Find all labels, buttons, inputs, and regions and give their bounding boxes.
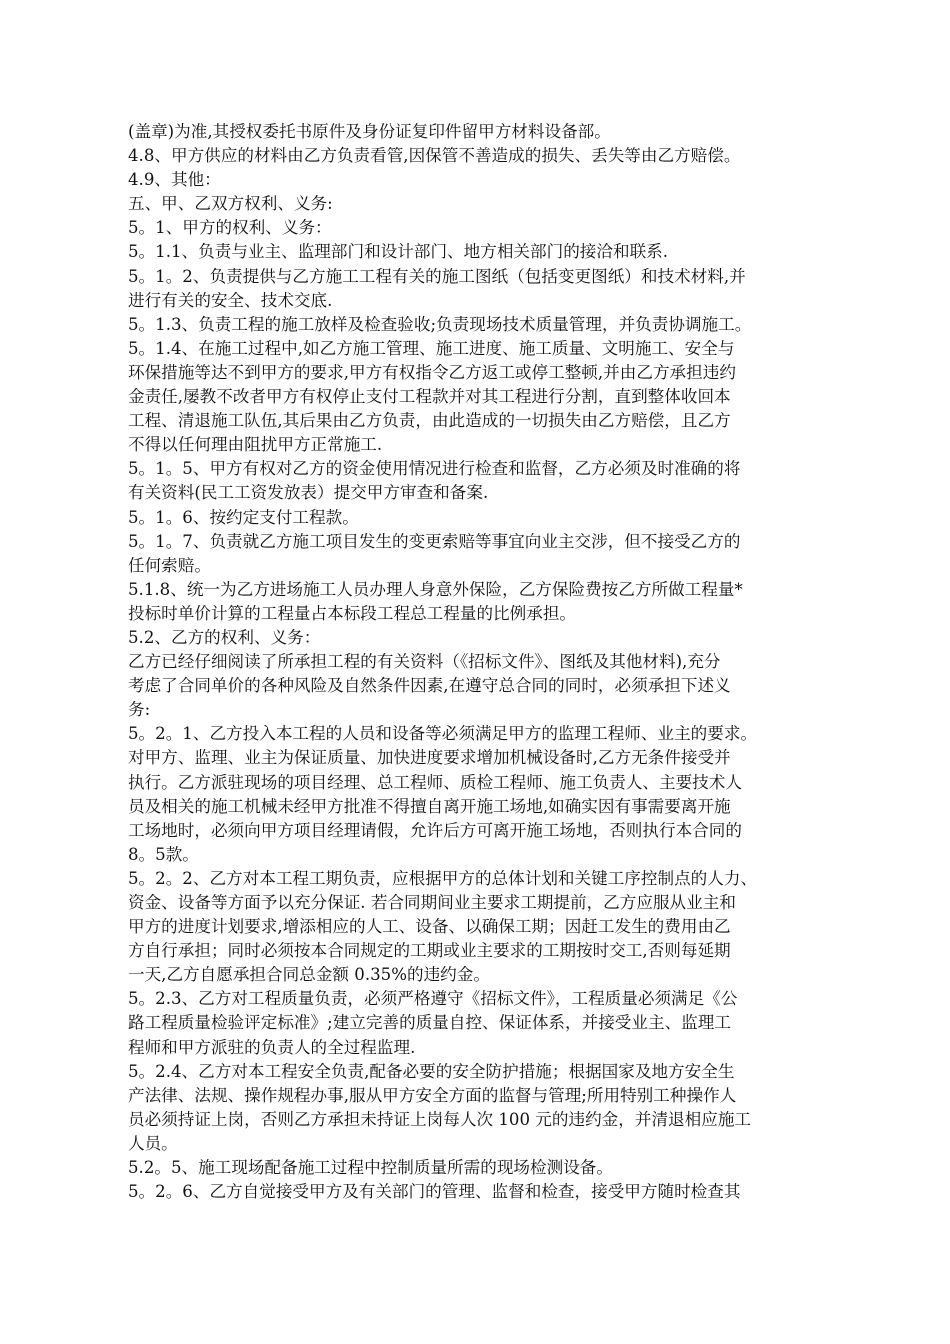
text-line: 5。1。5、甲方有权对乙方的资金使用情况进行检查和监督，乙方必须及时准确的将 (128, 459, 741, 479)
subsection-heading: 5。1、甲方的权利、义务： (128, 218, 332, 238)
text-line: 甲方的进度计划要求,增添相应的人工、设备、以确保工期；因赶工发生的费用由乙 (128, 917, 731, 937)
text-line: 5。2.3、乙方对工程质量负责，必须严格遵守《招标文件》，工程质量必须满足《公 (128, 989, 738, 1009)
text-line: 5。1。2、负责提供与乙方施工工程有关的施工图纸（包括变更图纸）和技术材料,并 (128, 266, 746, 286)
text-line: 工场地时，必须向甲方项目经理请假，允许后方可离开施工场地，否则执行本合同的 (128, 820, 742, 840)
text-line: 5。2。2、乙方对本工程工期负责，应根据甲方的总体计划和关键工序控制点的人力、 (128, 868, 758, 888)
text-line: 4.9、其他： (128, 170, 221, 190)
text-line: 5。1.4、在施工过程中,如乙方施工管理、施工进度、施工质量、文明施工、安全与 (128, 338, 735, 358)
text-line: 考虑了合同单价的各种风险及自然条件因素,在遵守总合同的同时，必须承担下述义 (128, 676, 731, 696)
text-line: 5。2。6、乙方自觉接受甲方及有关部门的管理、监督和检查，接受甲方随时检查其 (128, 1182, 741, 1202)
text-line: 5。1.1、负责与业主、监理部门和设计部门、地方相关部门的接洽和联系. (128, 242, 669, 262)
text-line: 5。2。1、乙方投入本工程的人员和设备等必须满足甲方的监理工程师、业主的要求。 (128, 724, 758, 744)
text-line: 金责任,屡教不改者甲方有权停止支付工程款并对其工程进行分割，直到整体收回本 (128, 387, 731, 407)
text-line: 程师和甲方派驻的负责人的全过程监理. (128, 1037, 416, 1057)
text-line: 投标时单价计算的工程量占本标段工程总工程量的比例承担。 (128, 603, 577, 623)
text-line: 8。5款。 (128, 844, 199, 864)
text-line: 员必须持证上岗，否则乙方承担未持证上岗每人次 100 元的违约金，并清退相应施工 (128, 1109, 752, 1129)
text-line: 5。2.4、乙方对本工程安全负责,配备必要的安全防护措施；根据国家及地方安全生 (128, 1061, 735, 1081)
text-line: 进行有关的安全、技术交底. (128, 290, 333, 310)
text-line: 5.1.8、统一为乙方进场施工人员办理人身意外保险，乙方保险费按乙方所做工程量* (128, 579, 743, 599)
text-line: 有关资料(民工工资发放表）提交甲方审查和备案. (128, 483, 489, 503)
text-line: 工程、清退施工队伍,其后果由乙方负责，由此造成的一切损失由乙方赔偿，且乙方 (128, 411, 731, 431)
text-line: 不得以任何理由阻扰甲方正常施工. (128, 435, 383, 455)
document-body (128, 120, 853, 1204)
text-line: 一天,乙方自愿承担合同总金额 0.35%的违约金。 (128, 965, 490, 985)
text-line: 方自行承担；同时必须按本合同规定的工期或业主要求的工期按时交工,否则每延期 (128, 941, 731, 961)
text-line: (盖章)为准,其授权委托书原件及身份证复印件留甲方材料设备部。 (128, 122, 611, 141)
text-line: 5。1.3、负责工程的施工放样及检查验收;负责现场技术质量管理，并负责协调施工。 (128, 314, 752, 334)
text-line: 产法律、法规、操作规程办事,服从甲方安全方面的监督与管理;所用特别工种操作人 (128, 1085, 737, 1105)
text-line: 路工程质量检验评定标准》;建立完善的质量自控、保证体系，并接受业主、监理工 (128, 1013, 731, 1033)
text-line: 员及相关的施工机械未经甲方批准不得擅自离开施工场地,如确实因有事需要离开施 (128, 796, 731, 816)
text-line: 5。1。7、负责就乙方施工项目发生的变更索赔等事宜向业主交涉，但不接受乙方的 (128, 531, 741, 551)
text-line: 资金、设备等方面予以充分保证. 若合同期间业主要求工期提前，乙方应服从业主和 (128, 893, 736, 912)
text-line: 5。1。6、按约定支付工程款。 (128, 507, 359, 527)
text-line: 务: (128, 700, 151, 720)
text-line: 4.8、甲方供应的材料由乙方负责看管,因保管不善造成的损失、丢失等由乙方赔偿。 (128, 146, 741, 166)
text-line: 人员。 (128, 1133, 178, 1153)
subsection-heading: 5.2、乙方的权利、义务： (128, 627, 321, 647)
text-line: 5.2。5、施工现场配备施工过程中控制质量所需的现场检测设备。 (128, 1158, 613, 1178)
text-line: 乙方已经仔细阅读了所承担工程的有关资料（《招标文件》、图纸及其他材料),充分 (128, 652, 721, 672)
text-line: 对甲方、监理、业主为保证质量、加快进度要求增加机械设备时,乙方无条件接受并 (128, 748, 731, 768)
text-line: 环保措施等达不到甲方的要求,甲方有权指令乙方返工或停工整顿,并由乙方承担违约 (128, 362, 736, 382)
section-heading: 五、甲、乙双方权利、义务: (128, 194, 333, 214)
text-line: 任何索赔。 (128, 555, 211, 575)
text-line: 执行。乙方派驻现场的项目经理、总工程师、质检工程师、施工负责人、主要技术人 (128, 772, 742, 792)
